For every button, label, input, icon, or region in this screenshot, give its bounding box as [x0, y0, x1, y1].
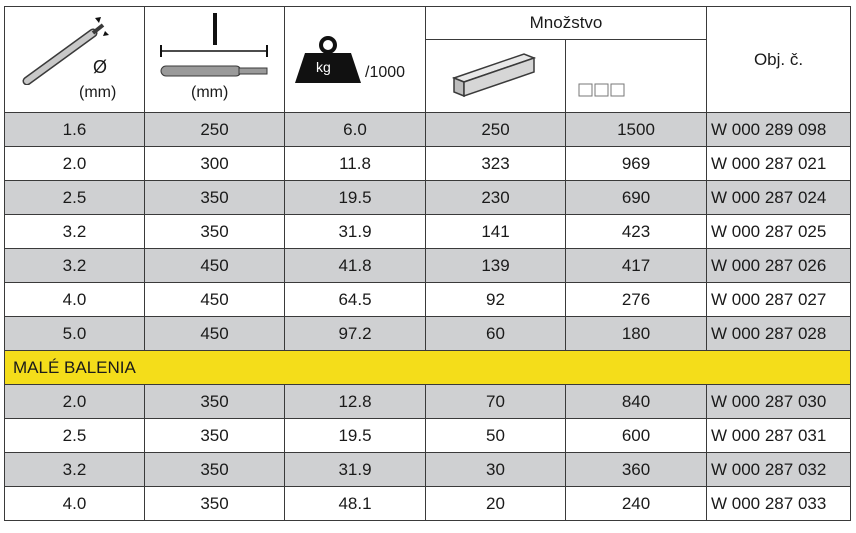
order-code-cell: W 000 287 021 [707, 147, 851, 181]
qty-pack-cell: 180 [566, 317, 707, 351]
table-row [5, 317, 851, 351]
qty-pack-cell: 423 [566, 215, 707, 249]
weight-cell: 19.5 [285, 419, 426, 453]
diameter-cell: 2.0 [5, 385, 145, 419]
weight-cell: 64.5 [285, 283, 426, 317]
qty-box-cell: 92 [426, 283, 566, 317]
diameter-cell: 2.5 [5, 181, 145, 215]
order-code-cell: W 000 287 032 [707, 453, 851, 487]
diameter-cell: 5.0 [5, 317, 145, 351]
header-quantity [426, 7, 707, 40]
weight-cell: 41.8 [285, 249, 426, 283]
quantity-label: Množstvo [529, 13, 603, 32]
weight-cell: 31.9 [285, 215, 426, 249]
length-cell: 350 [145, 385, 285, 419]
diameter-cell: 4.0 [5, 487, 145, 521]
table-row [5, 113, 851, 147]
table-row [5, 147, 851, 181]
qty-box-cell: 50 [426, 419, 566, 453]
table-row [5, 453, 851, 487]
order-no-label: Obj. č. [753, 49, 804, 69]
order-code-cell: W 000 287 025 [707, 215, 851, 249]
diameter-cell: 3.2 [5, 453, 145, 487]
length-cell: 350 [145, 181, 285, 215]
table-row [5, 385, 851, 419]
electrode-length-icon [157, 11, 273, 81]
order-code-cell: W 000 287 033 [707, 487, 851, 521]
weight-cell: 6.0 [285, 113, 426, 147]
section-label: MALÉ BALENIA [5, 351, 851, 385]
length-cell: 450 [145, 249, 285, 283]
order-code-cell: W 000 287 030 [707, 385, 851, 419]
qty-pack-cell: 600 [566, 419, 707, 453]
qty-pack-cell: 360 [566, 453, 707, 487]
qty-box-cell: 30 [426, 453, 566, 487]
weight-cell: 12.8 [285, 385, 426, 419]
weight-cell: 31.9 [285, 453, 426, 487]
diameter-cell: 2.0 [5, 147, 145, 181]
diameter-cell: 1.6 [5, 113, 145, 147]
table-row [5, 181, 851, 215]
diameter-cell: 4.0 [5, 283, 145, 317]
table-row [5, 249, 851, 283]
section-row [5, 351, 851, 385]
packet-icon [578, 82, 628, 98]
qty-box-cell: 141 [426, 215, 566, 249]
qty-box-cell: 323 [426, 147, 566, 181]
qty-box-cell: 70 [426, 385, 566, 419]
qty-pack-cell: 840 [566, 385, 707, 419]
qty-pack-cell: 1500 [566, 113, 707, 147]
length-unit: (mm) [191, 84, 229, 101]
box-icon [452, 52, 538, 98]
diameter-unit: (mm) [79, 84, 117, 101]
length-cell: 350 [145, 453, 285, 487]
qty-pack-cell: 276 [566, 283, 707, 317]
diameter-cell: 2.5 [5, 419, 145, 453]
qty-pack-cell: 690 [566, 181, 707, 215]
length-cell: 450 [145, 317, 285, 351]
length-cell: 450 [145, 283, 285, 317]
qty-box-cell: 230 [426, 181, 566, 215]
order-code-cell: W 000 287 028 [707, 317, 851, 351]
length-cell: 250 [145, 113, 285, 147]
qty-pack-cell: 969 [566, 147, 707, 181]
weight-badge-text: kg [316, 59, 331, 75]
qty-pack-cell: 417 [566, 249, 707, 283]
weight-cell: 48.1 [285, 487, 426, 521]
table-row [5, 487, 851, 521]
order-code-cell: W 000 287 026 [707, 249, 851, 283]
header-weight [285, 7, 426, 113]
table-row [5, 215, 851, 249]
weight-cell: 11.8 [285, 147, 426, 181]
qty-box-cell: 20 [426, 487, 566, 521]
qty-box-cell: 250 [426, 113, 566, 147]
table-row [5, 283, 851, 317]
weight-cell: 97.2 [285, 317, 426, 351]
weight-unit: /1000 [365, 64, 406, 81]
qty-box-cell: 60 [426, 317, 566, 351]
header-order-no [707, 7, 851, 113]
order-code-cell: W 000 287 027 [707, 283, 851, 317]
diameter-symbol: Ø [93, 57, 108, 77]
length-cell: 300 [145, 147, 285, 181]
order-code-cell: W 000 287 024 [707, 181, 851, 215]
electrode-spec-table [4, 6, 851, 521]
table-row [5, 419, 851, 453]
weight-cell: 19.5 [285, 181, 426, 215]
header-length [145, 7, 285, 113]
length-cell: 350 [145, 215, 285, 249]
qty-box-cell: 139 [426, 249, 566, 283]
diameter-cell: 3.2 [5, 215, 145, 249]
header-qty-pack [566, 40, 707, 113]
diameter-cell: 3.2 [5, 249, 145, 283]
qty-pack-cell: 240 [566, 487, 707, 521]
order-code-cell: W 000 287 031 [707, 419, 851, 453]
header-diameter [5, 7, 145, 113]
order-code-cell: W 000 289 098 [707, 113, 851, 147]
header-qty-box [426, 40, 566, 113]
length-cell: 350 [145, 419, 285, 453]
length-cell: 350 [145, 487, 285, 521]
